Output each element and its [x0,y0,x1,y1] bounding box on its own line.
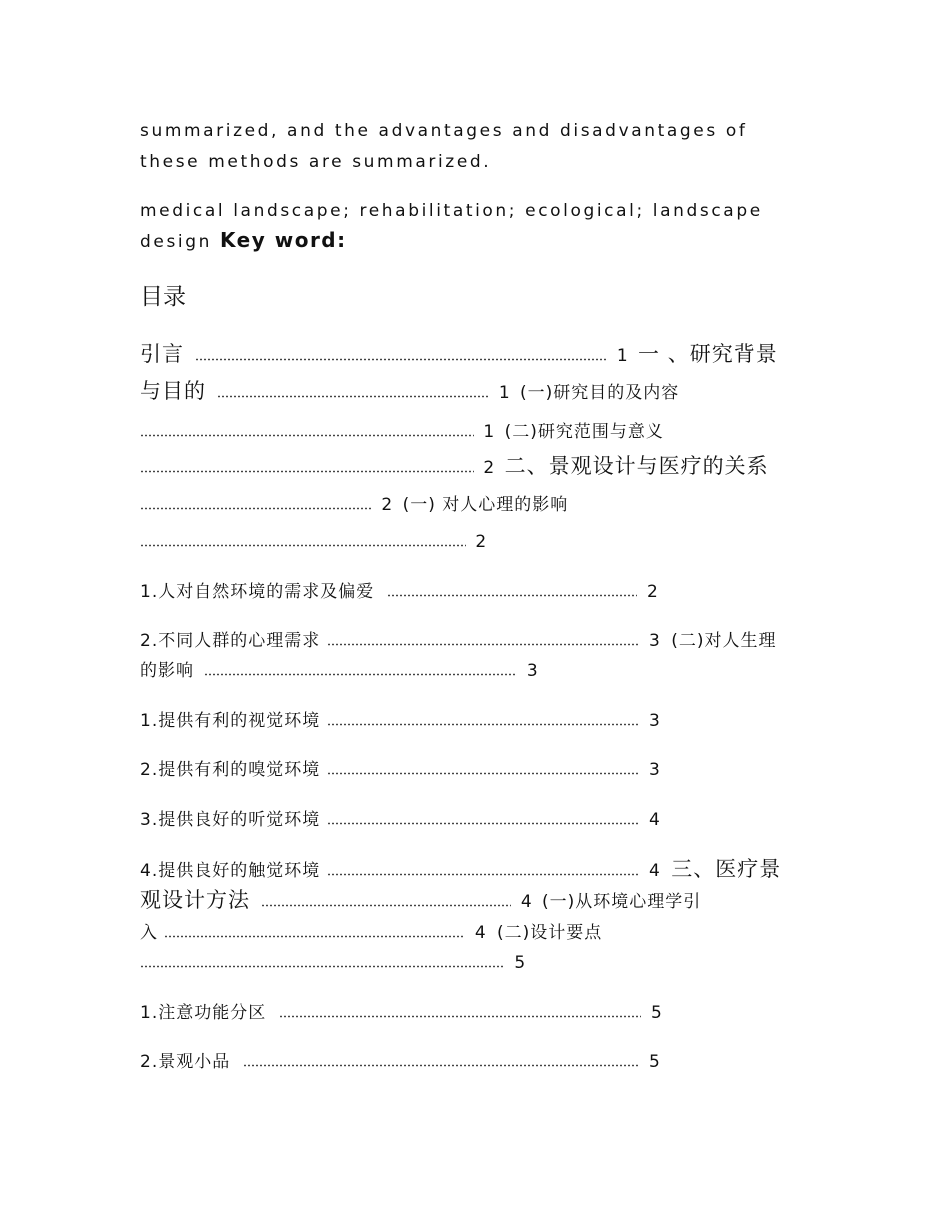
toc-page-num: 1 [483,422,496,442]
toc-leader [327,864,639,876]
toc-entry-label[interactable]: (二)对人生理 [671,631,777,651]
toc-leader [387,585,637,597]
toc-line-6 [140,531,491,553]
abstract-line-1: summarized, and the advantages and disadvantages of [140,121,748,141]
toc-page-num: 4 [649,810,661,830]
toc-leader [140,956,504,968]
toc-entry-label[interactable]: (二)设计要点 [497,923,603,943]
toc-entry-label[interactable]: 2.景观小品 [140,1052,231,1072]
toc-entry-label[interactable]: (一)研究目的及内容 [520,383,680,403]
keywords-line-2 [140,229,347,253]
toc-page-num: 4 [520,892,533,912]
toc-entry-label[interactable]: 的影响 [140,661,194,681]
toc-entry-label[interactable]: 2.提供有利的嗅觉环境 [140,760,321,780]
toc-entry-label[interactable]: 1.注意功能分区 [140,1003,267,1023]
toc-line-2 [140,380,679,404]
toc-page-num: 1 [616,346,629,366]
toc-line-5 [140,494,568,516]
toc-page-num: 5 [651,1003,663,1023]
keyword-label: Key word: [220,228,347,252]
toc-entry-label[interactable]: 观设计方法 [140,888,250,912]
toc-line-10 [140,710,665,732]
toc-leader [327,763,639,775]
toc-page-num: 3 [526,661,539,681]
toc-line-14 [140,889,701,913]
toc-entry-label[interactable]: (一) 对人心理的影响 [402,495,569,515]
toc-leader [261,895,511,907]
toc-page-num: 3 [649,631,661,651]
toc-leader [327,813,639,825]
toc-line-13 [140,858,781,882]
toc-page-num: 2 [381,495,394,515]
keywords-tail: design [140,232,212,252]
toc-entry-label[interactable]: 1.人对自然环境的需求及偏爱 [140,582,375,602]
toc-entry-label[interactable]: 引言 [140,342,184,366]
toc-title: 目录 [140,284,186,310]
toc-page-num: 2 [475,532,488,552]
toc-page-num: 3 [649,760,661,780]
toc-line-4 [140,455,769,479]
toc-leader [243,1055,639,1067]
toc-line-16 [140,952,530,974]
toc-leader [164,926,464,938]
toc-page-num: 5 [649,1052,661,1072]
toc-line-12 [140,809,665,831]
toc-page-num: 4 [474,923,487,943]
toc-entry-label[interactable]: 一 、研究背景 [638,342,778,366]
toc-entry-label[interactable]: 二、景观设计与医疗的关系 [504,454,769,478]
toc-line-8 [140,630,777,652]
toc-entry-label[interactable]: 1.提供有利的视觉环境 [140,711,321,731]
toc-line-17 [140,1002,667,1024]
toc-entry-label[interactable]: 与目的 [140,379,206,403]
toc-leader [140,461,474,473]
toc-line-11 [140,759,665,781]
toc-leader [204,664,516,676]
toc-entry-label[interactable]: 4.提供良好的触觉环境 [140,861,321,881]
toc-leader [327,714,639,726]
toc-line-9 [140,660,543,682]
toc-page-num: 5 [514,953,527,973]
toc-line-1 [140,343,778,367]
toc-page-num: 4 [649,861,661,881]
toc-leader [140,535,466,547]
toc-entry-label[interactable]: (二)研究范围与意义 [504,422,664,442]
toc-leader [279,1006,641,1018]
toc-page-num: 3 [649,711,661,731]
toc-page-num: 1 [498,383,511,403]
toc-leader [195,349,607,361]
toc-line-15 [140,922,602,944]
toc-page-num: 2 [647,582,659,602]
toc-line-7 [140,581,663,603]
toc-page-num: 2 [483,458,496,478]
abstract-line-2: these methods are summarized. [140,152,492,172]
toc-entry-label[interactable]: 3.提供良好的听觉环境 [140,810,321,830]
toc-entry-label[interactable]: 2.不同人群的心理需求 [140,631,321,651]
toc-entry-label[interactable]: 入 [140,923,158,943]
toc-line-3 [140,421,664,443]
toc-leader [217,386,489,398]
toc-leader [140,498,372,510]
keywords-line: medical landscape; rehabilitation; ecological; landscape [140,201,763,221]
toc-line-18 [140,1051,665,1073]
toc-leader [140,425,474,437]
toc-entry-label[interactable]: (一)从环境心理学引 [542,892,702,912]
toc-leader [327,634,639,646]
toc-entry-label[interactable]: 三、医疗景 [671,857,782,881]
